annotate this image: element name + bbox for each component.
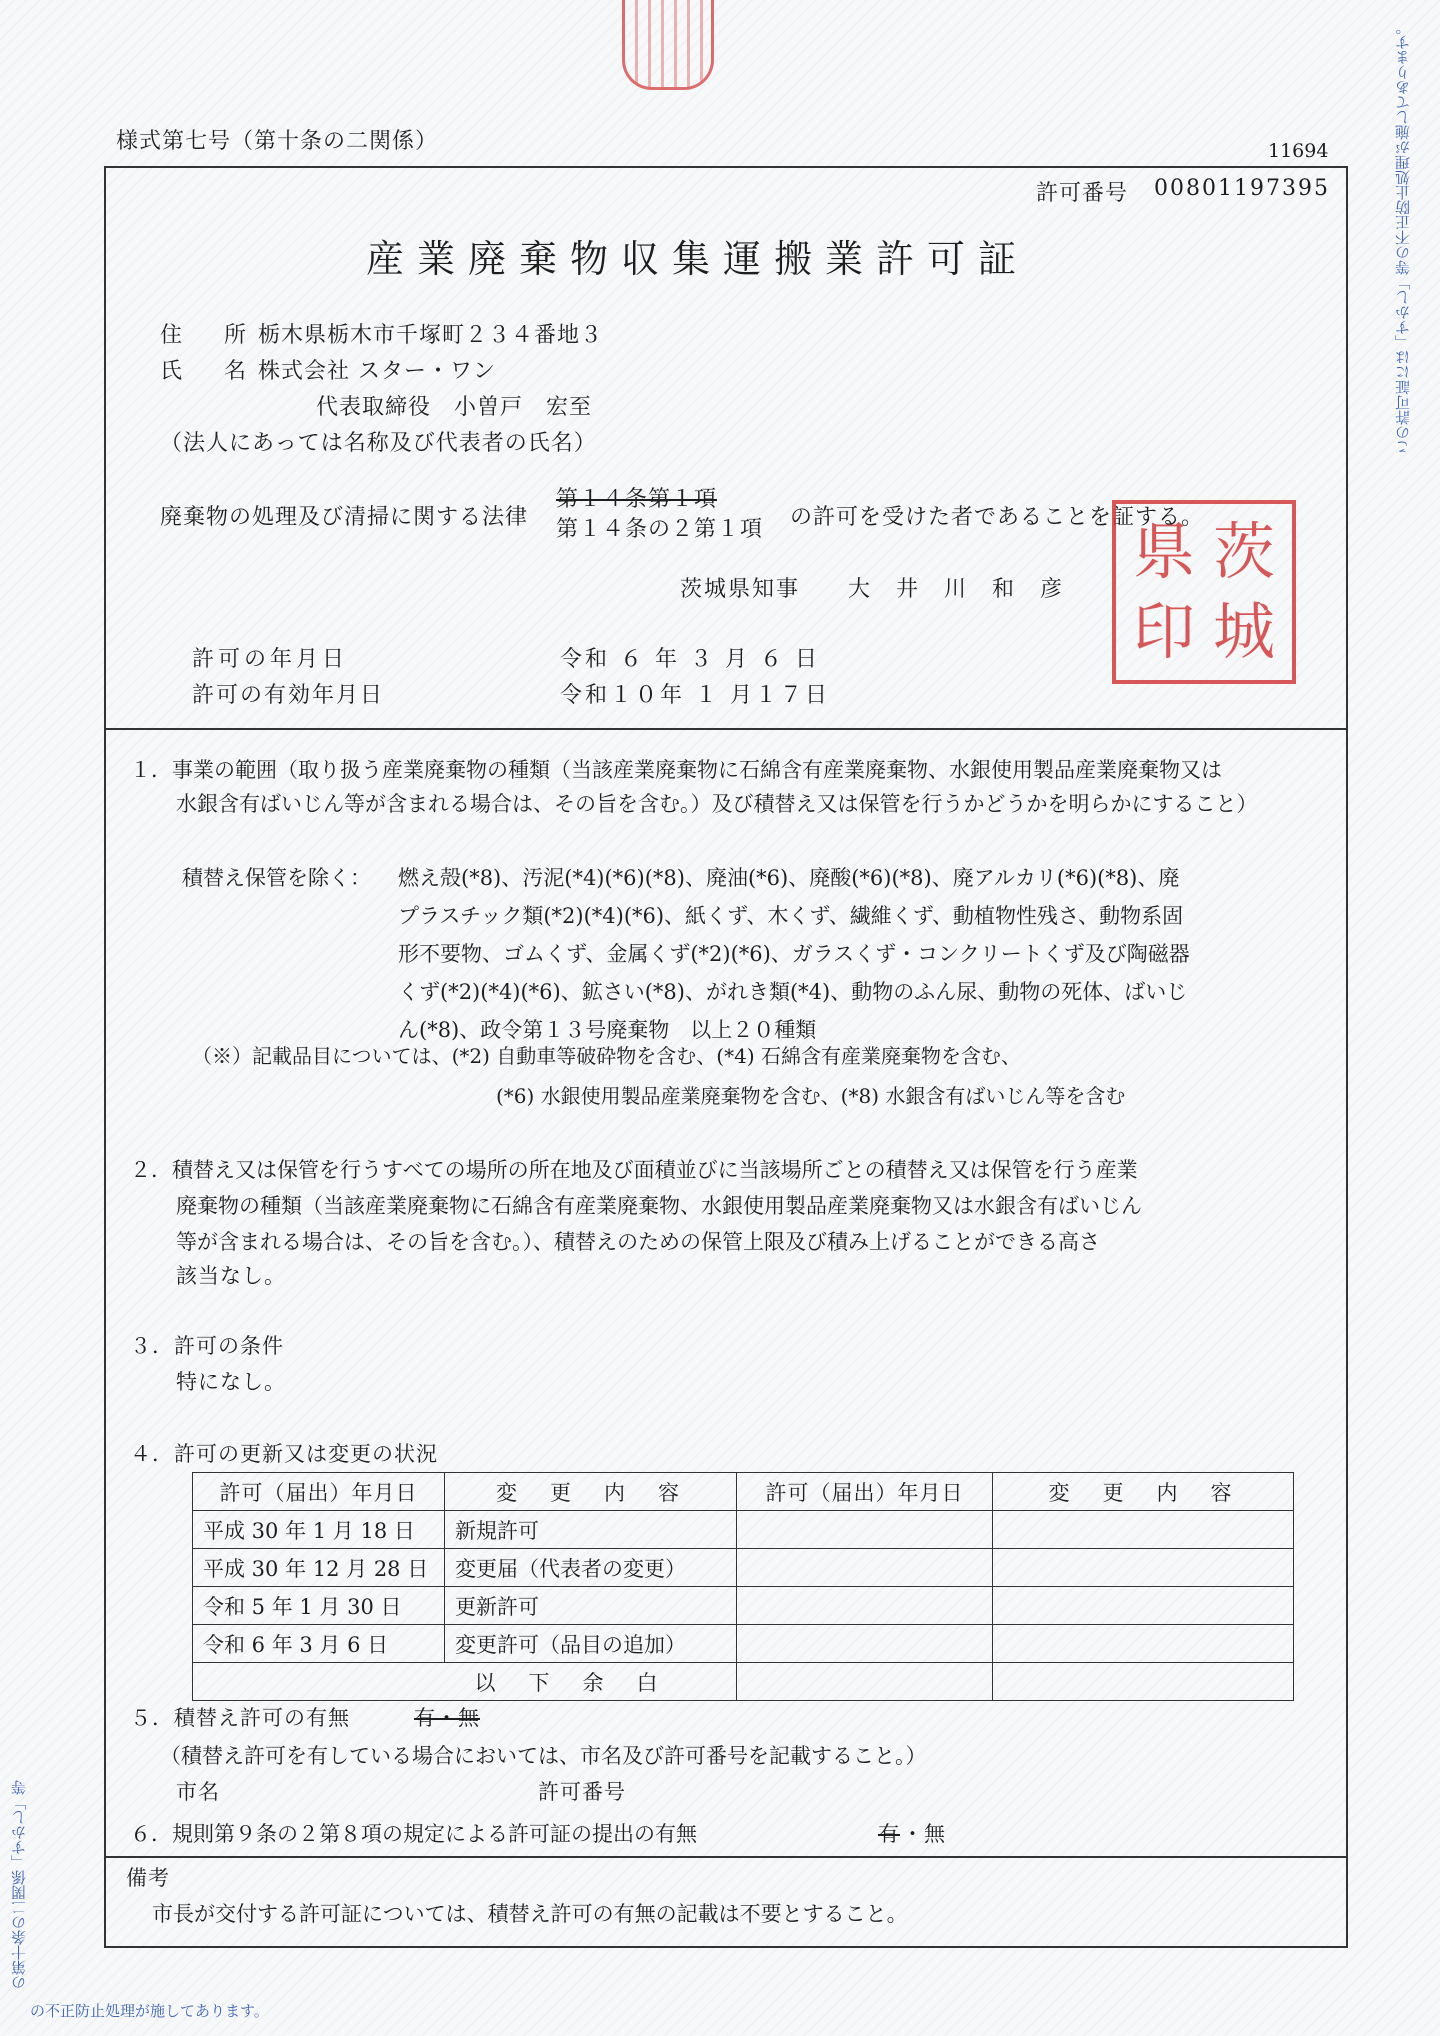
form-label: 様式第七号（第十条の二関係） xyxy=(116,129,439,154)
law-statement-suffix: の許可を受けた者であることを証する。 xyxy=(790,505,1205,530)
column-header: 変 更 内 容 xyxy=(445,1473,737,1511)
empty-cell xyxy=(737,1625,993,1663)
law-statement-prefix: 廃棄物の処理及び清掃に関する法律 xyxy=(160,505,529,530)
column-header: 許可（届出）年月日 xyxy=(193,1473,445,1511)
governor-name: 茨城県知事 大 井 川 和 彦 xyxy=(680,577,1065,602)
governor-seal: 県 茨 印 城 xyxy=(1112,500,1296,684)
anti-copy-note-bottom: の不正防止処理が施してあります。 xyxy=(30,2002,269,2020)
valid-date-label: 許可の有効年月日 xyxy=(192,683,385,708)
section1-item-line: 形不要物、ゴムくず、金属くず(*2)(*6)、ガラスくず・コンクリートくず及び陶磁器 xyxy=(398,942,1190,966)
section3-heading: ３．許可の条件 xyxy=(130,1334,284,1358)
empty-cell xyxy=(737,1511,993,1549)
anti-copy-note-left: の第十条の二関係「すかし」等 xyxy=(10,1780,28,1990)
section6-yes-struck: 有 xyxy=(878,1822,900,1846)
empty-cell xyxy=(993,1625,1294,1663)
section6-no: ・無 xyxy=(902,1822,946,1846)
certificate-title: 産業廃棄物収集運搬業許可証 xyxy=(366,237,1030,281)
section5-city-label: 市名 xyxy=(176,1780,220,1804)
section1-item-line: プラスチック類(*2)(*4)(*6)、紙くず、木くず、繊維くず、動植物性残さ、動物系固 xyxy=(398,904,1184,928)
section1-item-line: くず(*2)(*4)(*6)、鉱さい(*8)、がれき類(*4)、動物のふん尿、動物の死体、ばいじ xyxy=(398,980,1188,1004)
name-label: 氏 名 xyxy=(160,359,257,384)
table-row xyxy=(193,1587,1294,1625)
change-history-table xyxy=(192,1472,1294,1701)
section1-label: 積替え保管を除く： xyxy=(182,866,371,890)
divider-header xyxy=(104,728,1348,730)
history-change: 更新許可 xyxy=(445,1587,737,1625)
section1-note-cont: (*6) 水銀使用製品産業廃棄物を含む、(*8) 水銀含有ばいじん等を含む xyxy=(496,1084,1126,1108)
law-article-struck: 第１４条第１項 xyxy=(556,487,718,512)
history-change: 新規許可 xyxy=(445,1511,737,1549)
divider-remarks xyxy=(104,1856,1348,1858)
empty-cell xyxy=(737,1549,993,1587)
section6-heading: ６．規則第９条の２第８項の規定による許可証の提出の有無 xyxy=(130,1822,697,1846)
remarks-text: 市長が交付する許可証については、積替え許可の有無の記載は不要とすること。 xyxy=(152,1902,908,1926)
remarks-label: 備考 xyxy=(126,1866,170,1890)
column-header: 許可（届出）年月日 xyxy=(737,1473,993,1511)
empty-cell xyxy=(737,1587,993,1625)
empty-cell xyxy=(993,1511,1294,1549)
address-label: 住 所 xyxy=(160,323,257,348)
top-seal-stamp xyxy=(622,0,714,90)
table-row xyxy=(193,1625,1294,1663)
section5-permit-label: 許可番号 xyxy=(538,1780,626,1804)
section5-note: （積替え許可を有している場合においては、市名及び許可番号を記載すること。） xyxy=(160,1744,927,1768)
representative-name: 代表取締役 小曽戸 宏至 xyxy=(316,395,593,420)
table-row xyxy=(193,1511,1294,1549)
document-number: 11694 xyxy=(1268,140,1329,162)
section2-value: 該当なし。 xyxy=(176,1264,286,1288)
history-end-marker: 以 下 余 白 xyxy=(445,1663,737,1701)
table-header-row xyxy=(193,1473,1294,1511)
history-date: 平成 30 年 1 月 18 日 xyxy=(193,1511,445,1549)
section2-heading-cont: 等が含まれる場合は、その旨を含む。）、積替えのための保管上限及び積み上げることができる高さ xyxy=(176,1230,1100,1254)
section5-value-struck: 有・無 xyxy=(414,1706,480,1730)
history-date: 平成 30 年 12 月 28 日 xyxy=(193,1549,445,1587)
empty-cell xyxy=(193,1663,445,1701)
anti-copy-note-right: この許可証には「すかし」等の不正防止処理が施してあります。 xyxy=(1394,20,1412,455)
column-header: 変 更 内 容 xyxy=(993,1473,1294,1511)
section5-heading: ５．積替え許可の有無 xyxy=(130,1706,350,1730)
history-date: 令和 5 年 1 月 30 日 xyxy=(193,1587,445,1625)
permit-date: 令和 ６ 年 ３ 月 ６ 日 xyxy=(560,647,820,672)
valid-date: 令和１０年 １ 月１７日 xyxy=(560,683,830,708)
empty-cell xyxy=(993,1549,1294,1587)
corporation-note: （法人にあっては名称及び代表者の氏名） xyxy=(160,431,597,456)
table-row xyxy=(193,1549,1294,1587)
section1-item-line: ん(*8)、政令第１３号廃棄物 以上２０種類 xyxy=(398,1018,817,1042)
section1-note: （※）記載品目については、(*2) 自動車等破砕物を含む、(*4) 石綿含有産業廃棄物を含む、 xyxy=(192,1044,1021,1068)
empty-cell xyxy=(737,1663,993,1701)
section2-heading-cont: 廃棄物の種類（当該産業廃棄物に石綿含有産業廃棄物、水銀使用製品産業廃棄物又は水銀含有ばいじん xyxy=(176,1194,1142,1218)
permit-date-label: 許可の年月日 xyxy=(192,647,349,672)
history-change: 変更許可（品目の追加） xyxy=(445,1625,737,1663)
section2-heading: ２．積替え又は保管を行うすべての場所の所在地及び面積並びに当該場所ごとの積替え又は保管を行う産業 xyxy=(130,1158,1138,1182)
section3-value: 特になし。 xyxy=(176,1370,286,1394)
section1-item-line: 燃え殻(*8)、汚泥(*4)(*6)(*8)、廃油(*6)、廃酸(*6)(*8)、廃アルカリ(*6)(*8)、廃 xyxy=(398,866,1180,890)
section1-heading-cont: 水銀含有ばいじん等が含まれる場合は、その旨を含む。）及び積替え又は保管を行うかどうかを明らかにすること） xyxy=(176,792,1258,816)
empty-cell xyxy=(993,1663,1294,1701)
company-name: 株式会社 スター・ワン xyxy=(258,359,496,384)
history-date: 令和 6 年 3 月 6 日 xyxy=(193,1625,445,1663)
address-value: 栃木県栃木市千塚町２３４番地３ xyxy=(258,323,604,348)
permit-number-label: 許可番号 xyxy=(1036,181,1129,206)
history-change: 変更届（代表者の変更） xyxy=(445,1549,737,1587)
permit-number: 00801197395 xyxy=(1154,176,1330,201)
table-row xyxy=(193,1663,1294,1701)
law-article: 第１４条の２第１項 xyxy=(556,517,764,542)
section4-heading: ４．許可の更新又は変更の状況 xyxy=(130,1442,438,1466)
empty-cell xyxy=(993,1587,1294,1625)
section1-heading: １．事業の範囲（取り扱う産業廃棄物の種類（当該産業廃棄物に石綿含有産業廃棄物、水銀使用製品産業廃棄物又は xyxy=(130,758,1222,782)
